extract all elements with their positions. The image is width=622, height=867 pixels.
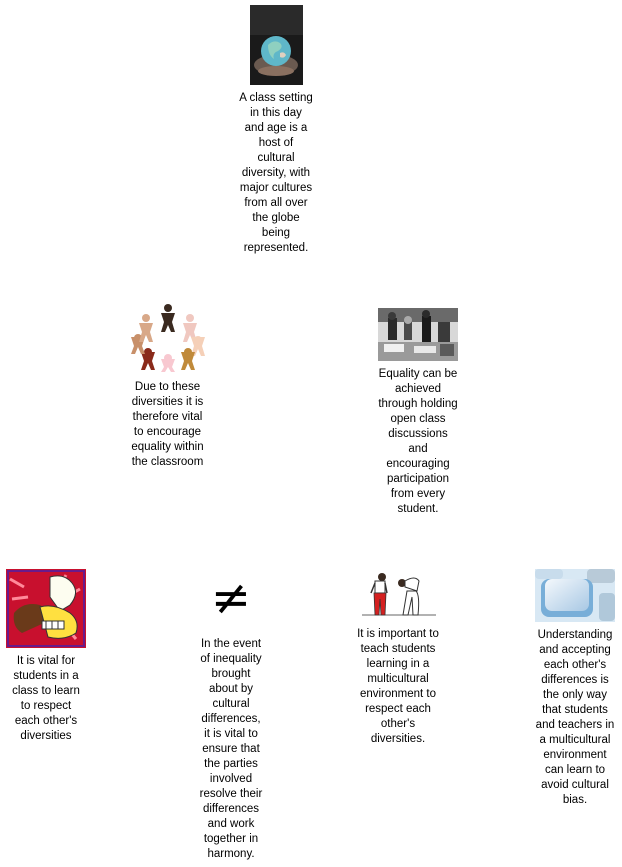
not-equal-icon: ≠ <box>210 570 252 626</box>
node-top-text: A class setting in this day and age is a host of cultural diversity, with major cultures from all over the globe being represented. <box>239 92 313 254</box>
node-mid-left <box>120 302 215 470</box>
node-mid-right-text: Equality can be achieved through holding open class discussions and encouraging participation from every student. <box>378 368 458 515</box>
people-circle-icon <box>127 302 209 374</box>
node-mid-left-text: Due to these diversities it is therefore vital to encourage equality within the classroom <box>131 381 204 468</box>
globe-in-hands-icon <box>250 5 303 85</box>
bowing-people-icon <box>358 569 438 621</box>
node-bottom-3 <box>355 569 441 747</box>
node-bottom-1 <box>3 569 89 744</box>
node-bottom-1-text: It is vital for students in a class to learn to respect each other's diversities <box>12 655 80 742</box>
node-bottom-4 <box>532 569 618 808</box>
classroom-photo-icon <box>378 308 458 361</box>
handshake-icon <box>6 569 86 648</box>
keyboard-key-icon <box>535 569 615 622</box>
node-top <box>235 5 317 256</box>
node-bottom-3-text: It is important to teach students learning in a multicultural environment to respect each other's diversities. <box>357 628 439 745</box>
node-bottom-2 <box>191 572 271 862</box>
node-mid-right <box>375 308 461 517</box>
node-bottom-2-text: In the event of inequality brought about by cultural differences, it is vital to ensure that the parties involved resolve their differences and work together in harmony. <box>199 638 263 860</box>
node-bottom-4-text: Understanding and accepting each other's differences is the only way that students and teachers in a multicultural environment can learn to avoid cultural bias. <box>535 629 615 806</box>
